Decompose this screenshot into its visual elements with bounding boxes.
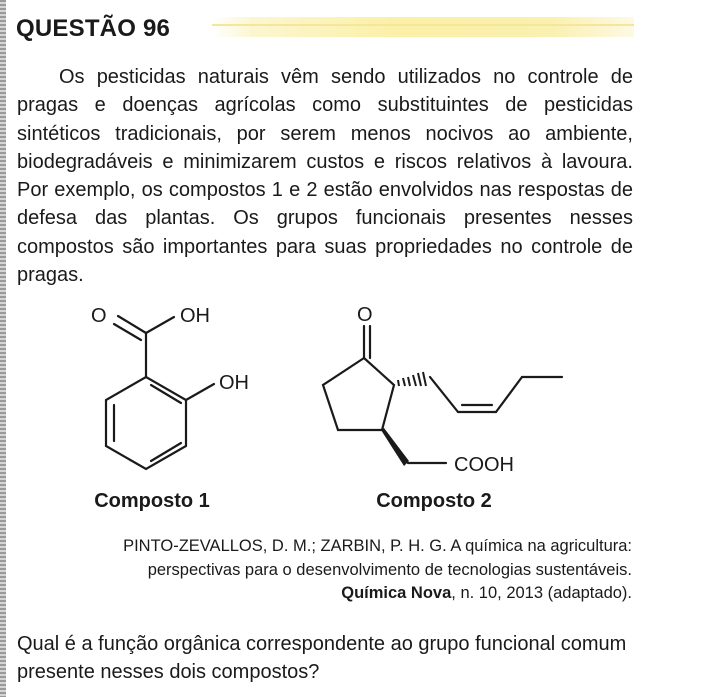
reference-journal: Química Nova xyxy=(341,584,452,602)
benzene-ring xyxy=(106,377,186,469)
carbonyl-bond-a xyxy=(118,316,146,333)
cyclopentane-ring xyxy=(323,358,394,430)
compound1-structure xyxy=(106,316,214,469)
reference-details: , n. 10, 2013 (adaptado). xyxy=(451,584,632,602)
compound2-structure xyxy=(323,326,562,463)
question-title: QUESTÃO 96 xyxy=(16,15,171,42)
reference-line-1: PINTO-ZEVALLOS, D. M.; ZARBIN, P. H. G. A química na agricultura: xyxy=(123,537,632,555)
solid-wedge xyxy=(381,428,409,466)
reference-line-2: perspectivas para o desenvolvimento de tecnologias sustentáveis. xyxy=(147,560,632,579)
compound1-acid-oh: OH xyxy=(180,305,210,327)
compound1-carbonyl-o: O xyxy=(91,305,107,327)
compound2-acid-group: COOH xyxy=(454,454,514,476)
intro-paragraph: Os pesticidas naturais vêm sendo utilizados no controle de pragas e doenças agrícolas como substituintes de pesticidas sintéticos tradicionais, por serem menos nocivos ao ambiente, biodegradáveis e minimizarem custos e riscos relativos à lavoura. Por exemplo, os compostos 1 e 2 estão envolvidos nas respostas de defesa das plantas. Os grupos funcionais presentes nesses compostos são importantes para suas propriedades no controle de pragas. xyxy=(17,66,633,287)
compound2-ketone-o: O xyxy=(357,304,373,326)
compound2-caption: Composto 2 xyxy=(376,490,492,512)
phenol-bond xyxy=(186,384,214,400)
compound1-caption: Composto 1 xyxy=(94,490,210,512)
chain-bond-1 xyxy=(430,377,458,412)
hydroxyl-bond xyxy=(146,317,174,333)
reference-line-3 xyxy=(20,582,632,606)
hashed-wedge xyxy=(398,372,426,386)
chain-bond-2 xyxy=(496,377,522,412)
question-prompt: Qual é a função orgânica correspondente ao grupo funcional comum presente nesses dois compostos? xyxy=(17,633,627,683)
compound1-phenol-oh: OH xyxy=(219,372,249,394)
reference-block xyxy=(20,535,632,606)
